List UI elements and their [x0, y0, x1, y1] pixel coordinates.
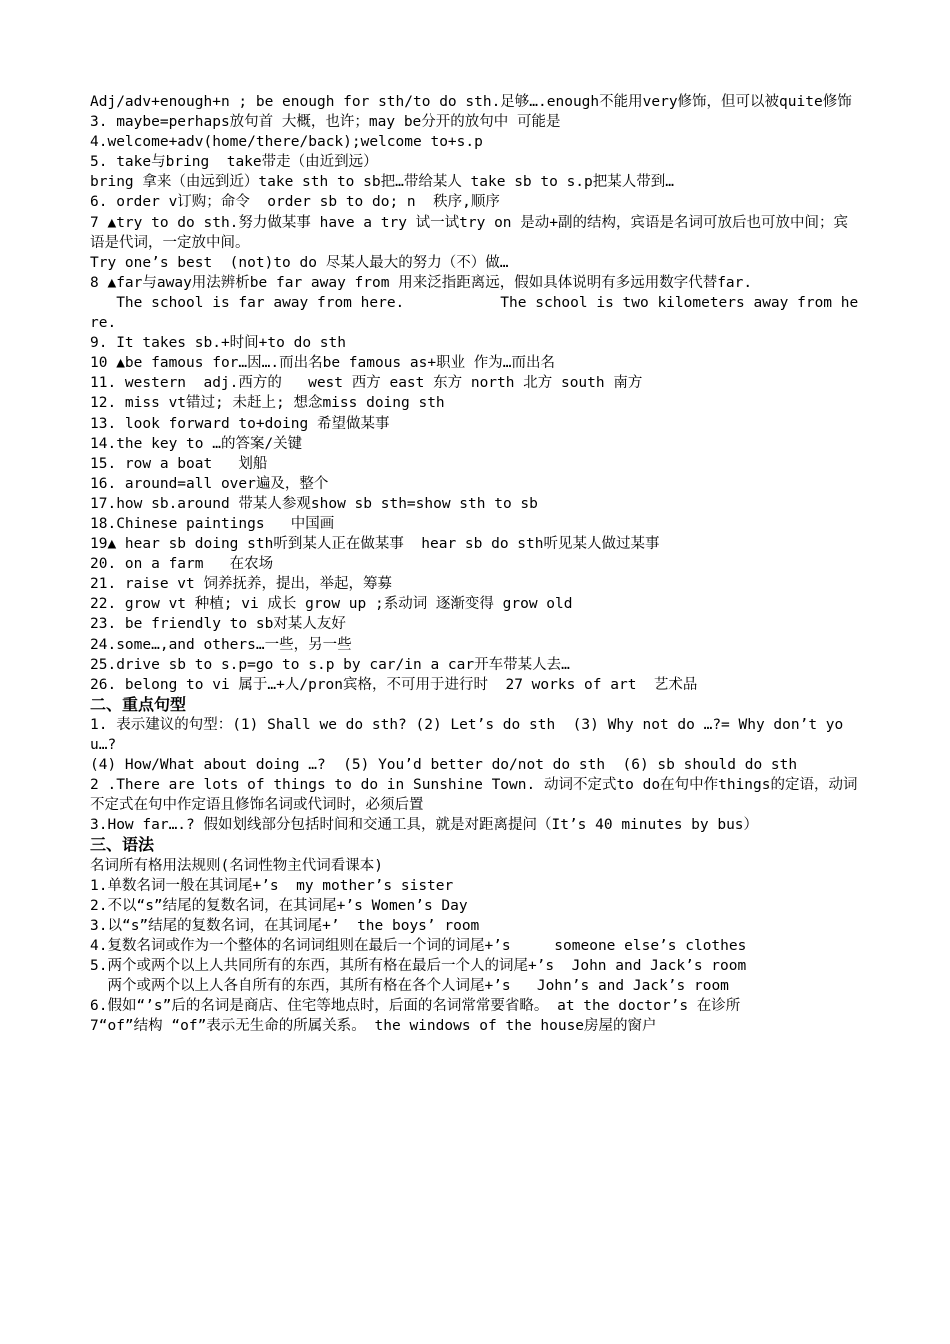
vocab-line: Try one’s best (not)to do 尽某人最大的努力（不）做…	[90, 254, 509, 271]
section-heading-sentence-patterns: 二、重点句型	[90, 694, 187, 714]
vocab-line: 7 ▲try to do sth.努力做某事 have a try 试一试try on 是动+副的结构，宾语是名词可放后也可放中间；宾语是代词，一定放中间。	[90, 214, 848, 251]
vocab-line: 9. It takes sb.+时间+to do sth	[90, 335, 346, 352]
vocab-line: 24.some…,and others…一些，另一些	[90, 636, 352, 653]
vocab-line: 26. belong to vi 属于…+人/pron宾格，不可用于进行时 27 works of art 艺术品	[90, 676, 698, 693]
vocab-line: Adj/adv+enough+n ; be enough for sth/to do sth.足够….enough不能用very修饰，但可以被quite修饰	[90, 94, 852, 110]
vocab-line: bring 拿来（由远到近）take sth to sb把…带给某人 take sb to s.p把某人带到…	[90, 174, 674, 191]
grammar-line: 7“of”结构 “of”表示无生命的所属关系。 the windows of the house房屋的窗户	[90, 1018, 657, 1035]
vocab-line: 13. look forward to+doing 希望做某事	[90, 415, 390, 432]
grammar-line: 两个或两个以上人各自所有的东西，其所有格在各个人词尾+’s John’s and Jack’s room	[90, 978, 729, 995]
vocab-line: 20. on a farm 在农场	[90, 556, 274, 573]
vocab-line: 21. raise vt 饲养抚养，提出，举起，筹募	[90, 576, 392, 593]
sentence-pattern-line: 2 .There are lots of things to do in Sunshine Town. 动词不定式to do在句中作things的定语，动词不定式在句中作定语且修饰名词或代词时，必须后置	[90, 777, 858, 814]
vocab-line: The school is far away from here. The school is two kilometers away from here.	[90, 294, 859, 332]
sentence-pattern-line: 3.How far….? 假如划线部分包括时间和交通工具，就是对距离提问（It’s 40 minutes by bus）	[90, 817, 759, 834]
document-page	[90, 92, 860, 1036]
vocab-line: 4.welcome+adv(home/there/back);welcome to+s.p	[90, 134, 483, 151]
vocab-line: 19▲ hear sb doing sth听到某人正在做某事 hear sb do sth听见某人做过某事	[90, 536, 660, 553]
grammar-line: 2.不以“s”结尾的复数名词，在其词尾+’s Women’s Day	[90, 897, 468, 914]
grammar-line: 3.以“s”结尾的复数名词，在其词尾+’ the boys’ room	[90, 917, 480, 934]
sentence-pattern-line: 1. 表示建议的句型：(1) Shall we do sth? (2) Let’s do sth (3) Why not do …?= Why don’t you…?	[90, 716, 844, 753]
grammar-line: 6.假如“’s”后的名词是商店、住宅等地点时，后面的名词常常要省略。 at the doctor’s 在诊所	[90, 998, 741, 1015]
vocab-line: 3. maybe=perhaps放句首 大概，也许；may be分开的放句中 可能是	[90, 114, 561, 131]
vocab-line: 14.the key to …的答案/关键	[90, 435, 303, 452]
vocab-line: 10 ▲be famous for…因….而出名be famous as+职业 作为…而出名	[90, 355, 556, 372]
vocab-line: 15. row a boat 划船	[90, 455, 268, 472]
grammar-line: 1.单数名词一般在其词尾+’s my mother’s sister	[90, 877, 454, 894]
sentence-pattern-line: (4) How/What about doing …? (5) You’d better do/not do sth (6) sb should do sth	[90, 757, 798, 774]
vocab-line: 11. western adj.西方的 west 西方 east 东方 north 北方 south 南方	[90, 375, 643, 392]
vocab-line: 25.drive sb to s.p=go to s.p by car/in a car开车带某人去…	[90, 656, 570, 673]
vocab-line: 5. take与bring take带走（由近到远）	[90, 154, 378, 171]
vocab-line: 17.how sb.around 带某人参观show sb sth=show sth to sb	[90, 495, 538, 512]
grammar-line: 名词所有格用法规则(名词性物主代词看课本)	[90, 857, 383, 874]
section-heading-grammar: 三、语法	[90, 835, 155, 855]
vocab-line: 18.Chinese paintings 中国画	[90, 515, 335, 532]
vocab-line: 8 ▲far与away用法辨析be far away from 用来泛指距离远，假如具体说明有多远用数字代替far.	[90, 274, 753, 291]
vocab-line: 22. grow vt 种植; vi 成长 grow up ;系动词 逐渐变得 grow old	[90, 596, 573, 613]
vocab-line: 16. around=all over遍及，整个	[90, 475, 329, 492]
grammar-line: 4.复数名词或作为一个整体的名词词组则在最后一个词的词尾+’s someone else’s clothes	[90, 937, 747, 954]
vocab-line: 23. be friendly to sb对某人友好	[90, 616, 346, 633]
vocab-line: 6. order v订购；命令 order sb to do; n 秩序,顺序	[90, 194, 500, 211]
vocab-line: 12. miss vt错过; 未赶上; 想念miss doing sth	[90, 395, 445, 412]
grammar-line: 5.两个或两个以上人共同所有的东西，其所有格在最后一个人的词尾+’s John and Jack’s room	[90, 958, 747, 975]
